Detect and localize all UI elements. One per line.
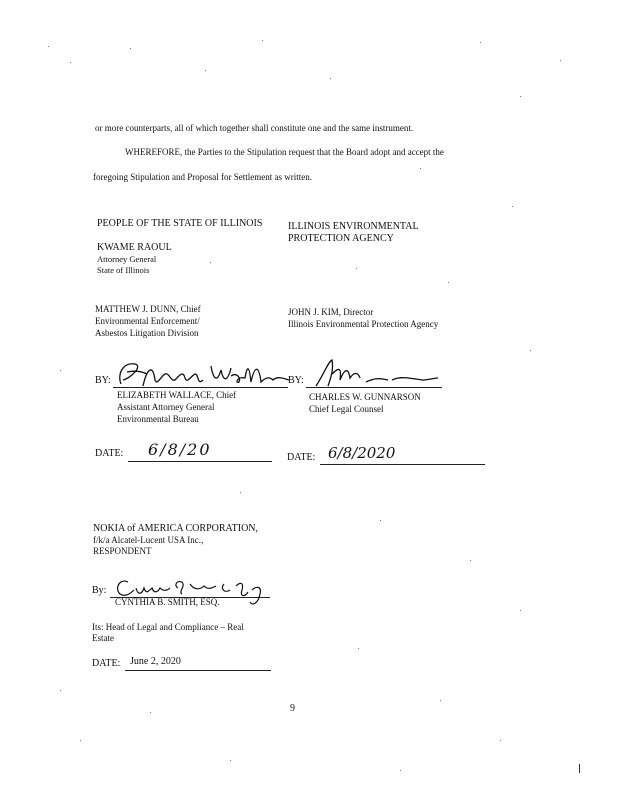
scan-speck (210, 262, 211, 263)
scan-speck (400, 770, 401, 771)
scan-speck (240, 492, 241, 493)
attorney-general-name: KWAME RAOUL (97, 242, 172, 253)
people-signer-name: ELIZABETH WALLACE, Chief (117, 390, 237, 400)
iepa-heading-line-2: PROTECTION AGENCY (288, 233, 394, 244)
scan-speck (470, 560, 471, 561)
people-date-value: 6/8/20 (148, 440, 212, 459)
scan-speck (262, 40, 263, 41)
scan-speck (530, 350, 531, 351)
iepa-date-label: DATE: (287, 452, 316, 463)
nokia-date-line (125, 670, 271, 671)
scan-speck (520, 610, 521, 611)
scan-speck (520, 96, 521, 97)
scan-speck (130, 48, 131, 49)
body-line-1: or more counterparts, all of which together shall constitute one and the same instrument. (95, 123, 414, 133)
nokia-its-line-1: Its: Head of Legal and Compliance – Real (92, 622, 244, 632)
people-heading: PEOPLE OF THE STATE OF ILLINOIS (97, 218, 263, 229)
people-date-line (128, 461, 272, 462)
nokia-role: RESPONDENT (93, 546, 152, 556)
scan-speck (448, 282, 449, 283)
chief-name: MATTHEW J. DUNN, Chief (95, 304, 201, 314)
people-signer-title-1: Assistant Attorney General (117, 402, 215, 412)
scan-speck (356, 268, 357, 269)
iepa-signer-name: CHARLES W. GUNNARSON (309, 392, 421, 402)
scan-speck (80, 740, 81, 741)
scan-speck (330, 78, 331, 79)
people-signer-title-2: Environmental Bureau (117, 414, 199, 424)
scan-speck (60, 370, 61, 371)
scan-speck (48, 46, 49, 47)
nokia-its-line-2: Estate (92, 633, 114, 643)
elizabeth-wallace-signature (113, 356, 293, 394)
attorney-general-state: State of Illinois (97, 265, 150, 275)
scan-speck (60, 690, 61, 691)
chief-division-line-2: Asbestos Litigation Division (95, 328, 199, 338)
scan-edge-mark (579, 764, 580, 773)
scan-speck (512, 206, 513, 207)
nokia-by-label: By: (92, 585, 107, 596)
nokia-signer-name: CYNTHIA B. SMITH, ESQ. (115, 597, 220, 607)
scan-speck (480, 42, 481, 43)
scan-speck (560, 60, 561, 61)
people-by-label: BY: (95, 375, 111, 386)
charles-gunnarson-signature (310, 356, 440, 392)
people-date-label: DATE: (95, 448, 124, 459)
iepa-signer-title: Chief Legal Counsel (309, 404, 384, 414)
scan-speck (380, 520, 381, 521)
iepa-agency: Illinois Environmental Protection Agency (288, 319, 439, 329)
nokia-name: NOKIA of AMERICA CORPORATION, (93, 523, 259, 534)
scan-speck (70, 62, 71, 63)
body-line-3: foregoing Stipulation and Proposal for Settlement as written. (93, 172, 312, 182)
scan-speck (420, 168, 421, 169)
body-line-2: WHEREFORE, the Parties to the Stipulation request that the Board adopt and accept the (125, 147, 444, 157)
scan-speck (500, 740, 501, 741)
nokia-date-label: DATE: (92, 658, 121, 669)
scan-speck (440, 700, 441, 701)
chief-division-line-1: Environmental Enforcement/ (95, 316, 200, 326)
scan-speck (230, 760, 231, 761)
iepa-date-line (320, 464, 485, 465)
nokia-date-value: June 2, 2020 (130, 656, 181, 667)
scan-speck (150, 712, 151, 713)
iepa-director: JOHN J. KIM, Director (288, 307, 374, 317)
nokia-fka: f/k/a Alcatel-Lucent USA Inc., (93, 535, 204, 545)
iepa-heading-line-1: ILLINOIS ENVIRONMENTAL (288, 221, 419, 232)
scan-speck (358, 648, 359, 649)
attorney-general-title: Attorney General (97, 254, 157, 264)
iepa-by-label: BY: (288, 375, 304, 386)
scan-speck (205, 70, 206, 71)
iepa-date-value: 6/8/2020 (328, 444, 396, 462)
page-number: 9 (290, 703, 295, 714)
